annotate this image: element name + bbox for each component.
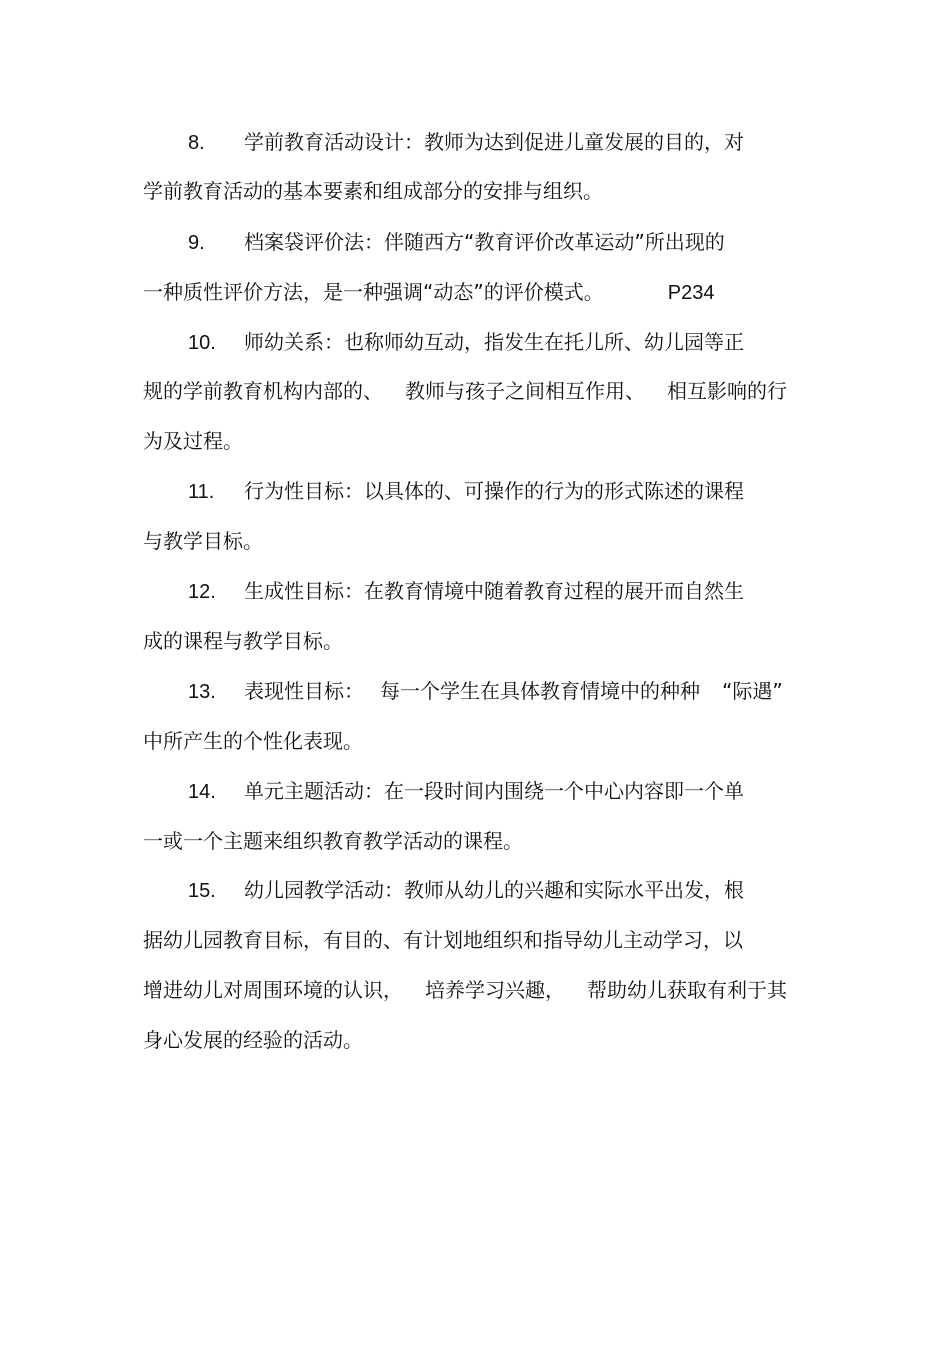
- entry-text: 生成性目标：在教育情境中随着教育过程的展开而自然生: [244, 579, 744, 603]
- entry-14-line-1: [188, 776, 744, 806]
- entry-13-line-2: [143, 726, 363, 756]
- entry-15-line-4: [143, 1025, 363, 1055]
- entry-text: 中所产生的个性化表现。: [143, 729, 363, 753]
- entry-number: 15.: [188, 880, 216, 902]
- entry-number: 11.: [188, 481, 215, 503]
- entry-text: 为及过程。: [143, 429, 243, 453]
- entry-text: 培养学习兴趣，: [425, 978, 565, 1002]
- entry-text: 学前教育活动的基本要素和组成部分的安排与组织。: [143, 179, 603, 203]
- entry-9-line-1: [188, 227, 725, 257]
- page-reference: P234: [667, 282, 715, 304]
- entry-text: 规的学前教育机构内部的、: [143, 379, 383, 403]
- entry-13-line-1: [188, 676, 783, 706]
- entry-number: 14.: [188, 781, 216, 803]
- entry-text: 表现性目标：: [244, 679, 364, 703]
- entry-15-line-2: [143, 925, 743, 955]
- entry-11-line-1: [188, 476, 744, 506]
- entry-number: 12.: [188, 581, 216, 603]
- entry-text: 相互影响的行: [667, 379, 787, 403]
- entry-12-line-2: [143, 626, 343, 656]
- entry-text: 一种质性评价方法，是一种强调“动态”的评价模式。: [143, 280, 604, 304]
- entry-text: 每一个学生在具体教育情境中的种种: [380, 679, 700, 703]
- entry-number: 13.: [188, 681, 216, 703]
- entry-text: 一或一个主题来组织教育教学活动的课程。: [143, 829, 523, 853]
- entry-10-line-1: [188, 327, 744, 357]
- entry-text: 档案袋评价法：伴随西方“教育评价改革运动”所出现的: [244, 230, 725, 254]
- entry-text: 与教学目标。: [143, 529, 263, 553]
- entry-text: 据幼儿园教育目标，有目的、有计划地组织和指导幼儿主动学习，以: [143, 928, 743, 952]
- entry-text: 学前教育活动设计：教师为达到促进儿童发展的目的，对: [244, 130, 744, 154]
- entry-15-line-3: [143, 975, 787, 1005]
- entry-8-line-1: [188, 127, 744, 157]
- entry-10-line-3: [143, 426, 243, 456]
- entry-number: 8.: [188, 132, 205, 154]
- entry-number: 10.: [188, 332, 216, 354]
- entry-14-line-2: [143, 826, 523, 856]
- entry-text: 增进幼儿对周围环境的认识，: [143, 978, 403, 1002]
- entry-text: 行为性目标：以具体的、可操作的行为的形式陈述的课程: [244, 479, 744, 503]
- entry-text: “际遇”: [722, 679, 783, 703]
- entry-text: 身心发展的经验的活动。: [143, 1028, 363, 1052]
- entry-11-line-2: [143, 526, 263, 556]
- entry-10-line-2: [143, 376, 787, 406]
- entry-text: 幼儿园教学活动：教师从幼儿的兴趣和实际水平出发，根: [244, 878, 744, 902]
- entry-text: 单元主题活动：在一段时间内围绕一个中心内容即一个单: [244, 779, 744, 803]
- entry-9-line-2: [143, 277, 714, 307]
- entry-text: 师幼关系：也称师幼互动，指发生在托儿所、幼儿园等正: [244, 330, 744, 354]
- entry-number: 9.: [188, 232, 205, 254]
- entry-15-line-1: [188, 875, 744, 905]
- entry-text: 成的课程与教学目标。: [143, 629, 343, 653]
- entry-8-line-2: [143, 176, 603, 206]
- entry-text: 帮助幼儿获取有利于其: [587, 978, 787, 1002]
- entry-12-line-1: [188, 576, 744, 606]
- entry-text: 教师与孩子之间相互作用、: [405, 379, 645, 403]
